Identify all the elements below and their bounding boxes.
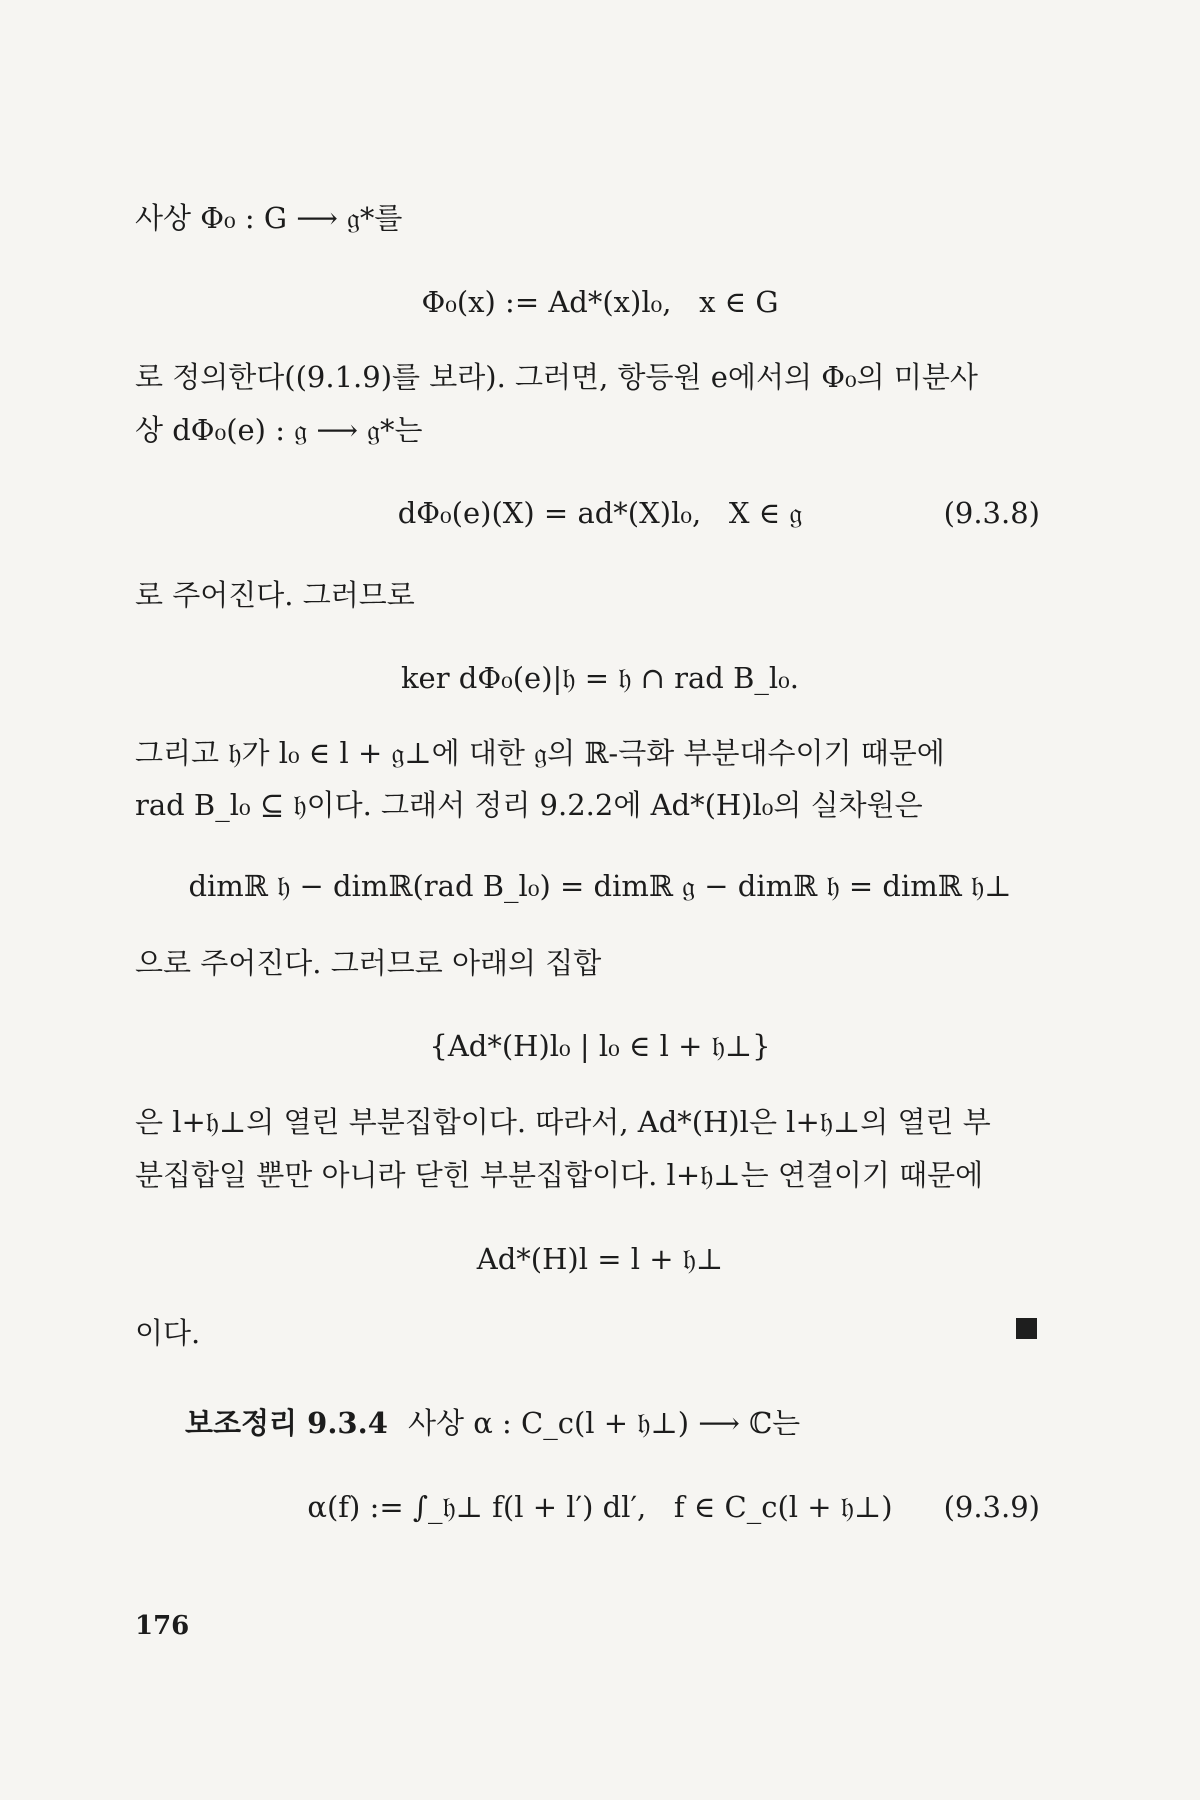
- equation: Φ₀(x) := Ad*(x)l₀, x ∈ G: [421, 285, 779, 319]
- equation: ker dΦ₀(e)|𝔥 = 𝔥 ∩ rad B_l₀.: [400, 661, 800, 695]
- text-line: 으로 주어진다. 그러므로 아래의 집합: [135, 946, 602, 980]
- page-number: 176: [135, 1611, 190, 1641]
- text-line: 이다.: [135, 1316, 201, 1350]
- text-line: 그리고 𝔥가 l₀ ∈ l + 𝔤⊥에 대한 𝔤의 ℝ-극화 부분대수이기 때문에: [135, 736, 945, 770]
- equation-number: (9.3.8): [943, 496, 1040, 530]
- equation: α(f) := ∫_𝔥⊥ f(l + l′) dl′, f ∈ C_c(l + 𝔥⊥): [307, 1490, 893, 1524]
- lemma-label: 보조정리 9.3.4: [185, 1406, 388, 1440]
- equation: Ad*(H)l = l + 𝔥⊥: [476, 1242, 724, 1276]
- text-line: 분집합일 뿐만 아니라 닫힌 부분집합이다. l+𝔥⊥는 연결이기 때문에: [135, 1158, 984, 1192]
- lemma-statement: 사상 α : C_c(l + 𝔥⊥) ⟶ ℂ는: [408, 1406, 801, 1440]
- equation: {Ad*(H)l₀ | l₀ ∈ l + 𝔥⊥}: [429, 1029, 771, 1063]
- text-line: 로 주어진다. 그러므로: [135, 578, 415, 612]
- text-line: 상 dΦ₀(e) : 𝔤 ⟶ 𝔤*는: [135, 413, 423, 447]
- text-line: 사상 Φ₀ : G ⟶ 𝔤*를: [135, 201, 403, 235]
- end-of-proof-icon: [1016, 1318, 1037, 1339]
- equation-number: (9.3.9): [943, 1490, 1040, 1524]
- text-line: rad B_l₀ ⊆ 𝔥이다. 그래서 정리 9.2.2에 Ad*(H)l₀의 실차원은: [135, 788, 923, 822]
- text-line: 은 l+𝔥⊥의 열린 부분집합이다. 따라서, Ad*(H)l은 l+𝔥⊥의 열린 부: [135, 1105, 991, 1139]
- text-line: 로 정의한다((9.1.9)를 보라). 그러면, 항등원 e에서의 Φ₀의 미분사: [135, 360, 978, 394]
- equation: dimℝ 𝔥 − dimℝ(rad B_l₀) = dimℝ 𝔤 − dimℝ 𝔥 = dimℝ 𝔥⊥: [188, 869, 1012, 903]
- equation: dΦ₀(e)(X) = ad*(X)l₀, X ∈ 𝔤: [397, 496, 803, 530]
